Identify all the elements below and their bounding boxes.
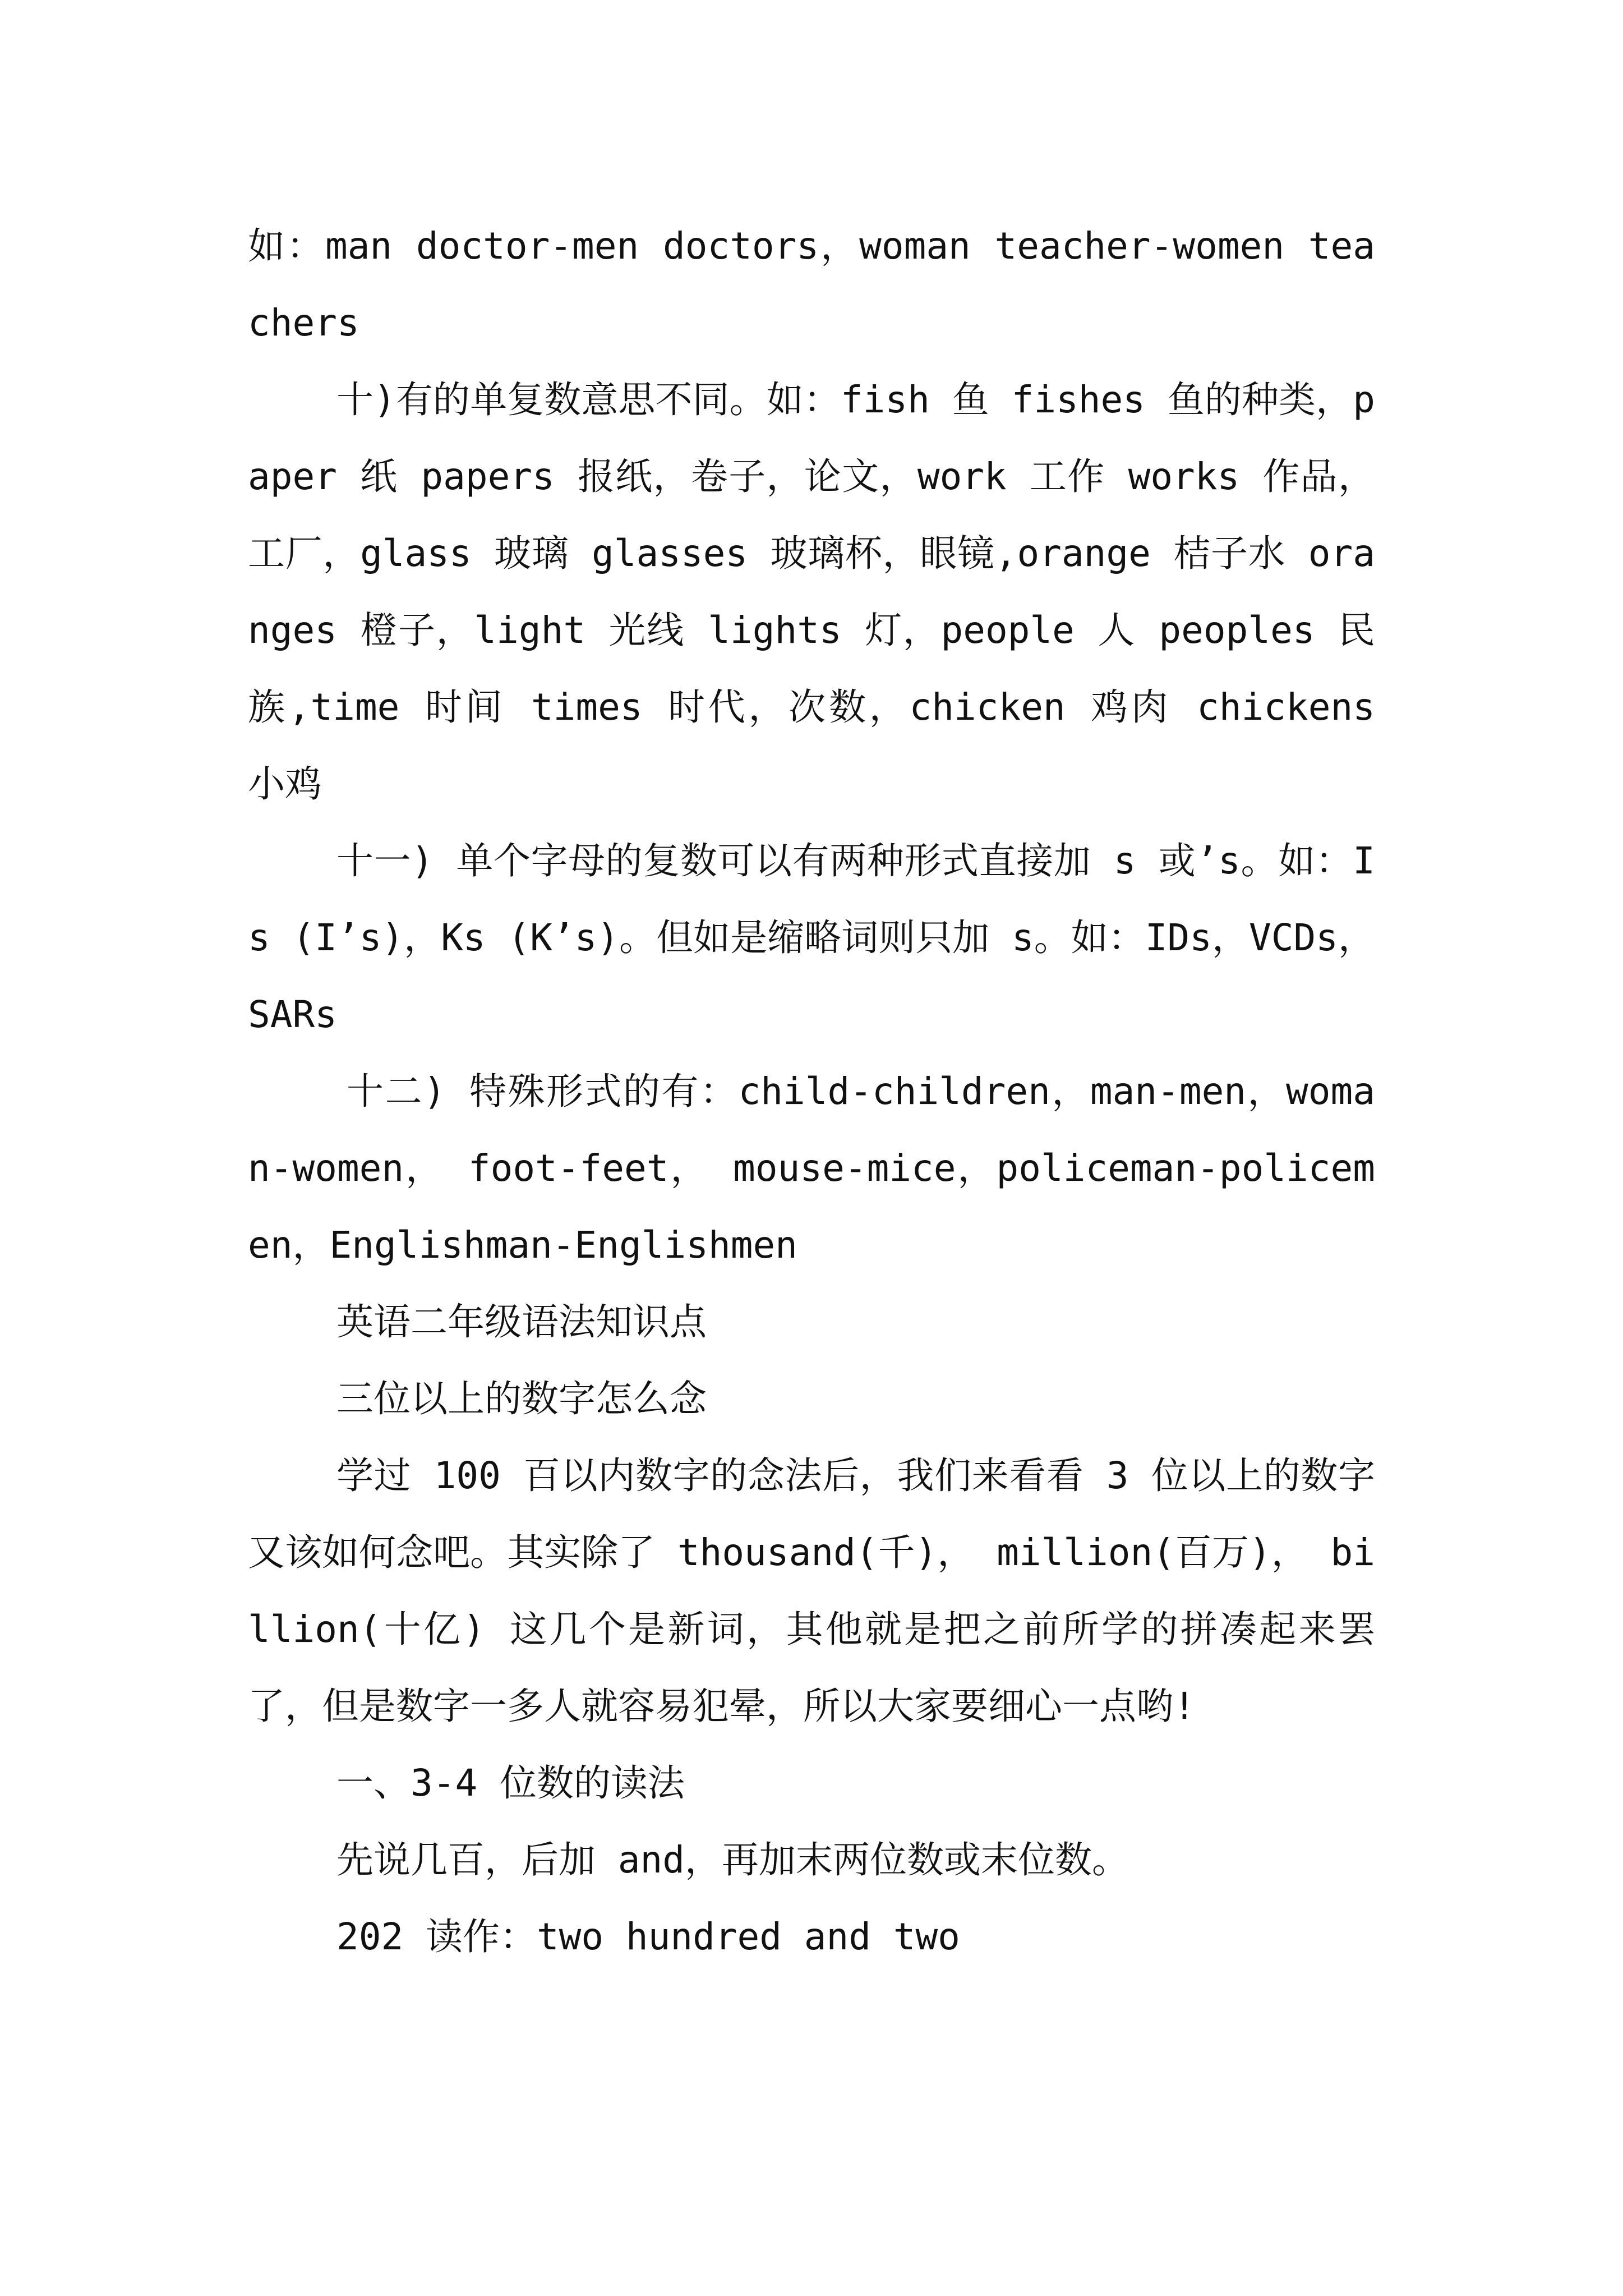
document-page [248,208,1375,1975]
section-heading-grammar: 英语二年级语法知识点 [336,1300,707,1343]
paragraph-plural-special-forms: 十二) 特殊形式的有：child-children，man-men，woman-women， foot-feet， mouse-mice，policeman-policemen，Englishman-Englishmen [248,1070,1375,1267]
paragraph-plural-compound-nouns: 如：man doctor-men doctors，woman teacher-women teachers [248,224,1375,344]
paragraph-numbers-intro: 学过 100 百以内数字的念法后，我们来看看 3 位以上的数字又该如何念吧。其实除了 thousand(千)， million(百万)， billion(十亿) 这几个是新词，其他就是把之前所学的拼凑起来罢了，但是数字一多人就容易犯晕，所以大家要细心一点哟! [248,1454,1375,1728]
paragraph-reading-rule: 先说几百，后加 and，再加末两位数或末位数。 [336,1838,1129,1881]
paragraph-plural-meaning-differs: 十)有的单复数意思不同。如：fish 鱼 fishes 鱼的种类，paper 纸 papers 报纸，卷子，论文，work 工作 works 作品，工厂，glass 玻璃 glasses 玻璃杯，眼镜,orange 桔子水 oranges 橙子，light 光线 lights 灯，people 人 peoples 民族,time 时间 times 时代，次数，chicken 鸡肉 chickens 小鸡 [248,378,1375,806]
section-heading-numbers: 三位以上的数字怎么念 [336,1377,707,1420]
paragraph-example-202: 202 读作：two hundred and two [336,1915,960,1958]
paragraph-plural-letters: 十一) 单个字母的复数可以有两种形式直接加 s 或’s。如：Is (I’s)，Ks (K’s)。但如是缩略词则只加 s。如：IDs，VCDs，SARs [248,839,1375,1036]
subheading-three-four-digit: 一、3-4 位数的读法 [336,1761,685,1805]
